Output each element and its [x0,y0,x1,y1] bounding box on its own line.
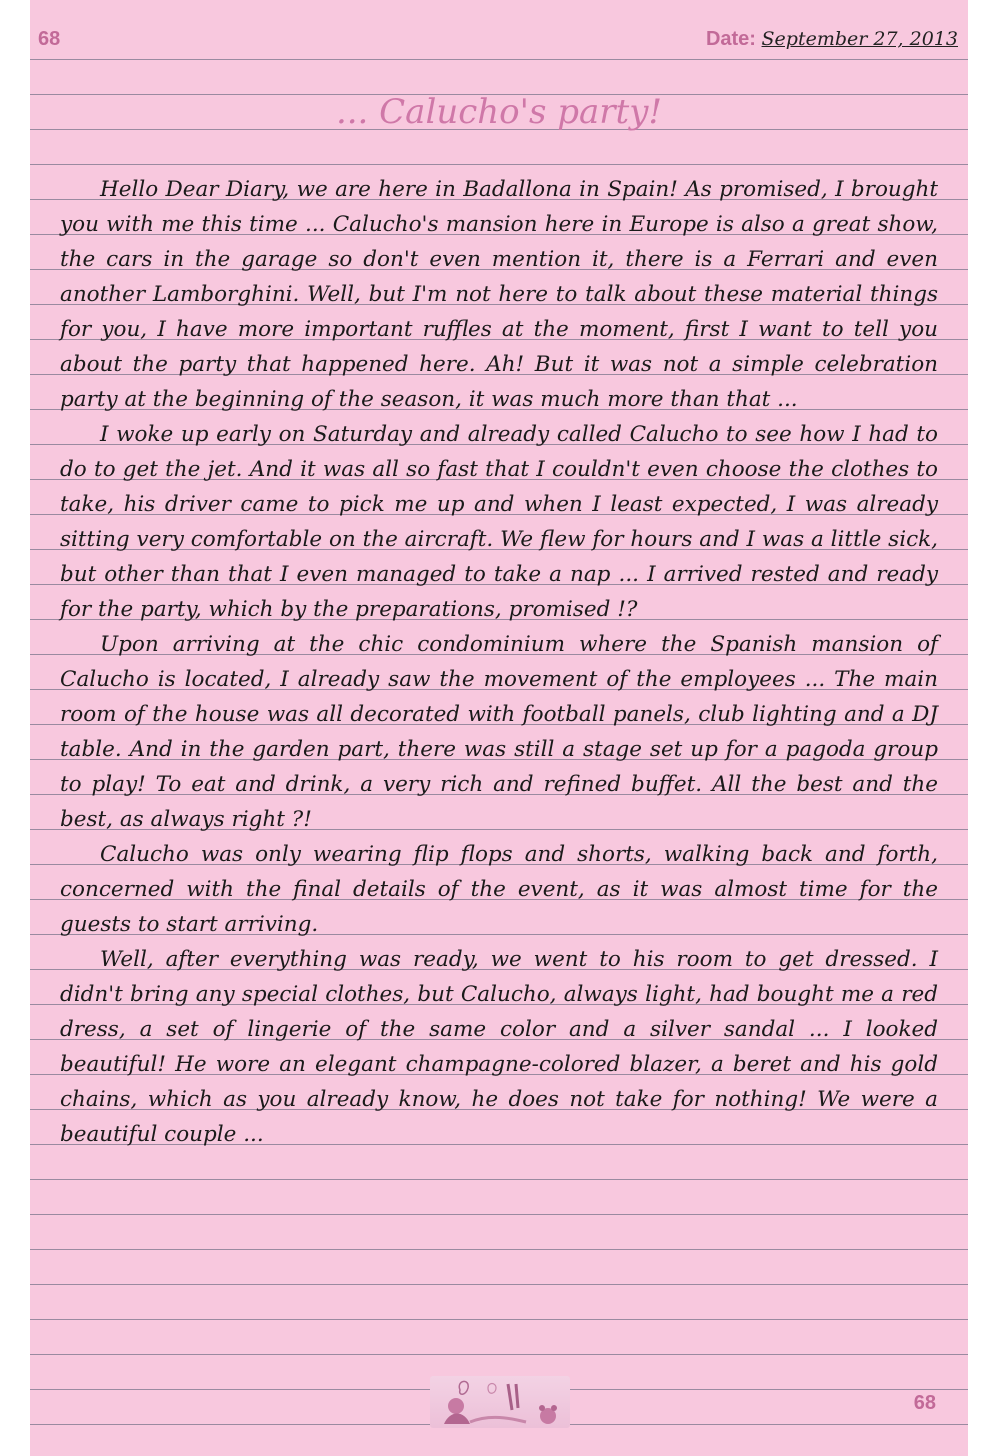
paragraph: Well, after everything was ready, we went to his room to get dressed. I didn't bring any special clothes, but Calucho, always light, had bought me a red dress, a set of lingerie of the same color and a silver sandal ... I looked beautiful! He wore an elegant champagne-colored blazer, a beret and his gold chains, which as you already know, he does not take for nothing! We were a beautiful couple ... [60,947,938,1147]
entry-title: ... Calucho's party! [335,92,663,132]
paragraph: Hello Dear Diary, we are here in Badallona in Spain! As promised, I brought you with me this time ... Calucho's mansion here in Europe is also a great show, the cars in the garage so don't even mention it, there is a Ferrari and even another Lamborghini. Well, but I'm not here to talk about these material things for you, I have more important ruffles at the moment, first I want to tell you about the party that happened here. Ah! But it was not a simple celebration party at the beginning of the season, it was much more than that ... [60,177,938,412]
paragraph: I woke up early on Saturday and already called Calucho to see how I had to do to get the jet. And it was all so fast that I couldn't even choose the clothes to take, his driver came to pick me up and when I least expected, I was already sitting very comfortable on the aircraft. We flew for hours and I was a little sick, but other than that I even managed to take a nap ... I arrived rested and ready for the party, which by the preparations, promised !? [60,422,938,622]
date-label: Date: [705,28,756,50]
date-value: September 27, 2013 [761,28,958,50]
girl-and-teddy-illustration-icon [430,1376,570,1428]
date-row [706,28,958,51]
paragraph: Upon arriving at the chic condominium where the Spanish mansion of Calucho is located, I already saw the movement of the employees ... The main room of the house was all decorated with football panels, club lighting and a DJ table. And in the garden part, there was still a stage set up for a pagoda group to play! To eat and drink, a very rich and refined buffet. All the best and the best, as always right ?! [60,632,938,832]
diary-page [30,0,968,1456]
page-number-top: 68 [38,28,61,50]
page-number-bottom: 68 [913,1392,936,1414]
footer-illustration [430,1376,570,1428]
paragraph: Calucho was only wearing flip flops and shorts, walking back and forth, concerned with the final details of the event, as it was almost time for the guests to start arriving. [60,842,938,937]
header-rule [30,59,968,60]
entry-body [60,172,938,1152]
